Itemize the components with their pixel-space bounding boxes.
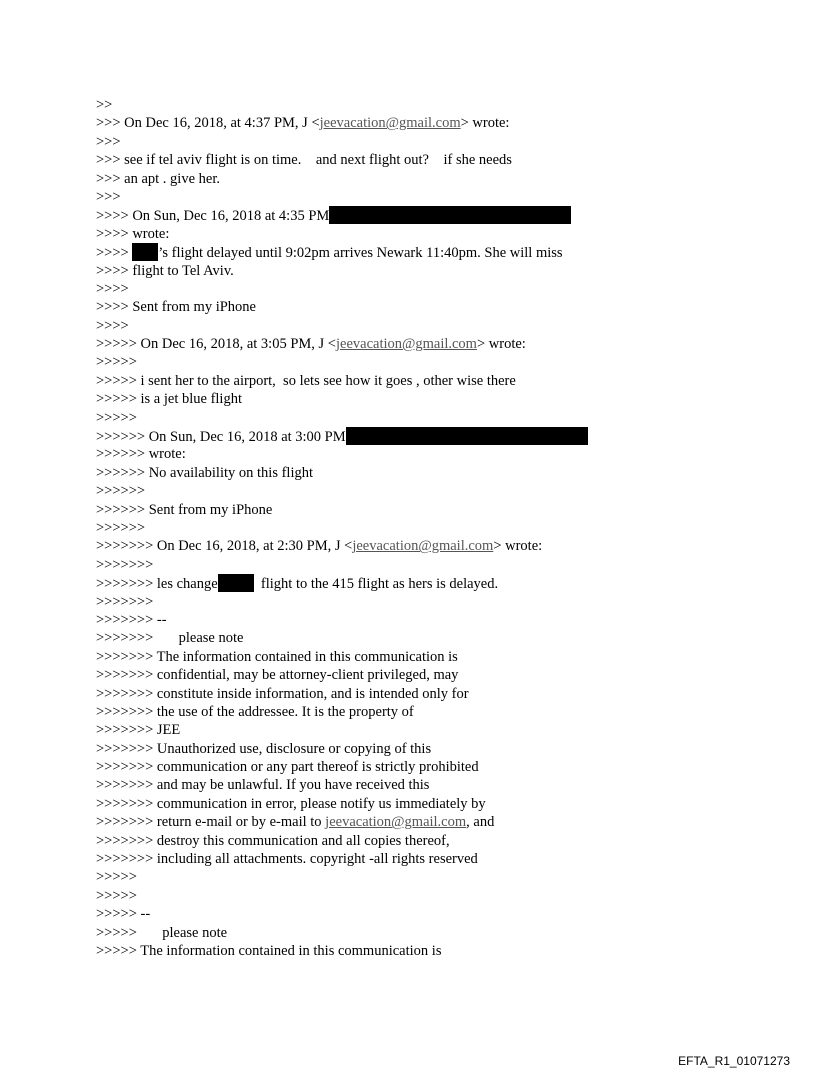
email-line	[96, 703, 736, 721]
line-text: >>>> wrote:	[96, 225, 170, 242]
line-text: >>>>>>>	[96, 593, 154, 610]
email-line	[96, 151, 736, 169]
redaction-box	[132, 243, 158, 261]
email-line	[96, 96, 736, 114]
email-line	[96, 298, 736, 316]
line-text: >>>>>>> constitute inside information, and is intended only for	[96, 685, 469, 702]
email-line	[96, 390, 736, 408]
line-text: >>>>>>> On Dec 16, 2018, at 2:30 PM, J <	[96, 538, 353, 555]
email-line	[96, 813, 736, 831]
line-text: > wrote:	[460, 115, 510, 132]
email-line	[96, 133, 736, 151]
email-line	[96, 666, 736, 684]
email-line	[96, 409, 736, 427]
email-line	[96, 464, 736, 482]
line-text: >>>>>>>	[96, 556, 154, 573]
line-text: >>>>> --	[96, 906, 151, 923]
email-line	[96, 501, 736, 519]
email-line	[96, 519, 736, 537]
line-text: >>>>>>> The information contained in this communication is	[96, 648, 458, 665]
email-line	[96, 648, 736, 666]
email-line	[96, 170, 736, 188]
line-text: >>>>>>> les change	[96, 576, 218, 593]
email-line	[96, 445, 736, 463]
line-text: >>>>>>> Unauthorized use, disclosure or copying of this	[96, 740, 432, 757]
line-text: >>>>>	[96, 887, 137, 904]
line-text: >>>>>	[96, 354, 137, 371]
email-line	[96, 942, 736, 960]
email-line	[96, 887, 736, 905]
line-text: >>>>>> wrote:	[96, 446, 186, 463]
line-text: >>>>> please note	[96, 924, 228, 941]
email-line	[96, 629, 736, 647]
email-line	[96, 188, 736, 206]
email-line	[96, 482, 736, 500]
line-text: flight to the 415 flight as hers is delayed.	[253, 576, 499, 593]
document-id-footer: EFTA_R1_01071273	[678, 1054, 790, 1068]
email-line	[96, 335, 736, 353]
email-line	[96, 924, 736, 942]
email-link[interactable]: jeevacation@gmail.com	[325, 814, 467, 831]
line-text: >>>>>	[96, 409, 137, 426]
line-text: >>>> Sent from my iPhone	[96, 299, 256, 316]
email-line	[96, 537, 736, 555]
line-text: >>>>>>> confidential, may be attorney-client privileged, may	[96, 667, 459, 684]
redaction-box	[329, 206, 571, 224]
email-line	[96, 795, 736, 813]
email-line	[96, 556, 736, 574]
redaction-box	[218, 574, 254, 592]
line-text: >>>	[96, 133, 121, 150]
line-text: , and	[466, 814, 495, 831]
email-line	[96, 758, 736, 776]
email-line	[96, 611, 736, 629]
redaction-box	[346, 427, 588, 445]
email-line	[96, 832, 736, 850]
line-text: >>>>> is a jet blue flight	[96, 391, 242, 408]
line-text: >>>>> On Dec 16, 2018, at 3:05 PM, J <	[96, 336, 336, 353]
email-link[interactable]: jeevacation@gmail.com	[335, 336, 477, 353]
line-text: > wrote:	[493, 538, 543, 555]
line-text: >>>>>>> including all attachments. copyright -all rights reserved	[96, 851, 478, 868]
line-text: ’s flight delayed until 9:02pm arrives Newark 11:40pm. She will miss	[158, 245, 563, 262]
line-text: >>>>> i sent her to the airport, so lets see how it goes , other wise there	[96, 372, 516, 389]
email-line	[96, 262, 736, 280]
email-line	[96, 574, 736, 592]
email-line	[96, 776, 736, 794]
email-line	[96, 905, 736, 923]
line-text: >>>>>>> --	[96, 611, 167, 628]
line-text: >>>>>>> return e-mail or by e-mail to	[96, 814, 326, 831]
line-text: >>>>>>	[96, 483, 146, 500]
line-text: >>>>>> No availability on this flight	[96, 464, 314, 481]
line-text: >>>>	[96, 245, 133, 262]
line-text: >>	[96, 97, 113, 113]
email-line	[96, 372, 736, 390]
line-text: >>>>>>> JEE	[96, 722, 181, 739]
line-text: >>>>>>> communication in error, please notify us immediately by	[96, 795, 486, 812]
email-line	[96, 225, 736, 243]
email-line	[96, 317, 736, 335]
line-text: >>>>	[96, 317, 129, 334]
line-text: > wrote:	[476, 336, 526, 353]
email-line	[96, 280, 736, 298]
line-text: >>>>>>	[96, 519, 146, 536]
line-text: >>>>>	[96, 869, 137, 886]
line-text: >>>>> The information contained in this communication is	[96, 942, 442, 959]
email-line	[96, 206, 736, 224]
email-link[interactable]: jeevacation@gmail.com	[352, 538, 494, 555]
line-text: >>>>>> Sent from my iPhone	[96, 501, 273, 518]
line-text: >>>>>>> destroy this communication and all copies thereof,	[96, 832, 450, 849]
email-line	[96, 685, 736, 703]
line-text: >>>> flight to Tel Aviv.	[96, 262, 234, 279]
line-text: >>> On Dec 16, 2018, at 4:37 PM, J <	[96, 115, 320, 132]
email-line	[96, 114, 736, 132]
email-line	[96, 427, 736, 445]
line-text: >>>>>> On Sun, Dec 16, 2018 at 3:00 PM	[96, 429, 346, 446]
email-line	[96, 243, 736, 261]
email-line	[96, 353, 736, 371]
email-line	[96, 721, 736, 739]
line-text: >>> see if tel aviv flight is on time. and next flight out? if she needs	[96, 152, 512, 169]
line-text: >>>>>>> please note	[96, 630, 244, 647]
line-text: >>> an apt . give her.	[96, 170, 220, 187]
email-line	[96, 868, 736, 886]
line-text: >>>	[96, 188, 121, 205]
email-body	[96, 96, 736, 960]
line-text: >>>>>>> and may be unlawful. If you have received this	[96, 777, 430, 794]
email-link[interactable]: jeevacation@gmail.com	[319, 115, 461, 132]
line-text: >>>> On Sun, Dec 16, 2018 at 4:35 PM	[96, 208, 330, 225]
email-line	[96, 740, 736, 758]
line-text: >>>>	[96, 280, 129, 297]
email-line	[96, 850, 736, 868]
email-line	[96, 593, 736, 611]
line-text: >>>>>>> the use of the addressee. It is the property of	[96, 703, 414, 720]
line-text: >>>>>>> communication or any part thereof is strictly prohibited	[96, 759, 479, 776]
